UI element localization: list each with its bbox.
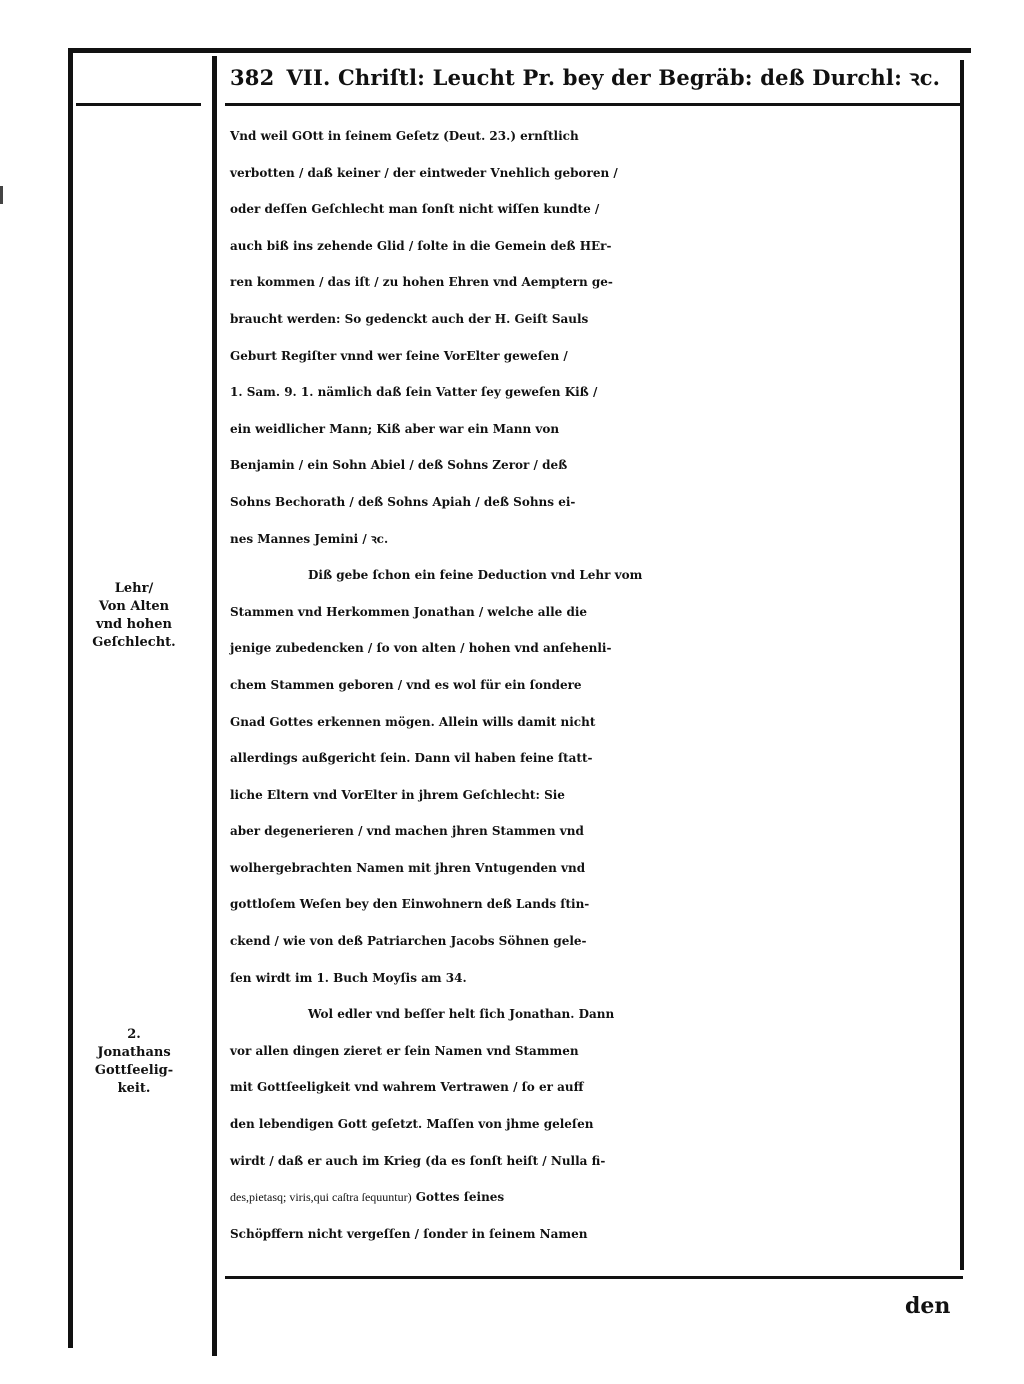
text-line: Sohns Bechorath / deß Sohns Apiah / deß Sohns ei- [230,494,576,509]
text-line: oder deſſen Geſchlecht man ſonſt nicht wiſſen kundte / [230,202,600,217]
text-fragment: Gottes ſeines [411,1190,505,1205]
text-line: Gnad Gottes erkennen mögen. Allein wills damit nicht [230,714,596,729]
text-line: wirdt / daß er auch im Krieg (da es ſonſt heiſt / Nulla fi- [230,1153,606,1168]
frame-top-rule [68,48,971,53]
marginal-note-line: vnd hohen [96,617,172,632]
margin-header-rule [76,103,201,106]
text-line: nes Mannes Jemini / ꝛc. [230,531,389,546]
text-line: auch biß ins zehende Glid / ſolte in die Gemein deß HEr- [230,238,612,253]
text-line: chem Stammen geboren / vnd es wol für ein ſondere [230,677,582,692]
text-line: Diß gebe ſchon ein feine Deduction vnd Lehr vom [308,568,643,583]
text-line: Wol edler vnd beſſer helt ſich Jonathan. Dann [308,1007,615,1022]
latin-quote: des,pietasq; viris,qui caſtra ſequuntur) [230,1190,412,1205]
marginal-note-godliness [74,1026,194,1098]
text-line: ein weidlicher Mann; Kiß aber war ein Mann von [230,421,560,436]
marginal-note-line: Gottſeelig- [94,1063,174,1078]
text-line: Vnd weil GOtt in ſeinem Geſetz (Deut. 23.) ernſtlich [230,129,579,143]
text-line-mixed [230,1179,962,1216]
text-line: wolhergebrachten Namen mit jhren Vntugenden vnd [230,860,586,875]
text-line: ckend / wie von deß Patriarchen Jacobs Söhnen gele- [230,934,587,949]
text-line: ren kommen / das iſt / zu hohen Ehren vnd Aemptern ge- [230,275,613,290]
text-line: Stammen vnd Herkommen Jonathan / welche alle die [230,604,588,619]
main-text [230,118,962,1252]
marginal-note-line: 2. [127,1027,141,1042]
text-line: Geburt Regiſter vnnd wer ſeine VorElter geweſen / [230,348,568,363]
margin-divider-rule [212,56,217,1356]
text-line: gottloſem Weſen bey den Einwohnern deß Lands ſtin- [230,897,590,912]
marginal-note-line: Geſchlecht. [92,635,176,650]
marginal-note-lineage [74,580,194,652]
marginal-note-line: Lehr/ [114,581,154,596]
scan-edge-mark [0,186,3,204]
text-line: allerdings außgericht ſein. Dann vil haben feine ſtatt- [230,751,593,766]
text-line: aber degenerieren / vnd machen jhren Stammen vnd [230,824,584,839]
text-line: Schöpffern nicht vergeſſen / ſonder in ſeinem Namen [230,1226,588,1241]
frame-left-rule [68,48,73,1348]
marginal-note-line: keit. [117,1081,151,1096]
text-line: Benjamin / ein Sohn Abiel / deß Sohns Zeror / deß [230,458,568,473]
marginal-note-line: Von Alten [98,599,170,614]
text-line: 1. Sam. 9. 1. nämlich daß ſein Vatter ſey geweſen Kiß / [230,385,598,400]
text-line: verbotten / daß keiner / der eintweder Vnehlich geboren / [230,165,618,180]
text-bottom-rule [225,1276,963,1279]
text-line: liche Eltern vnd VorElter in jhrem Geſchlecht: Sie [230,787,565,802]
running-header [230,58,955,98]
text-line: braucht werden: So gedenckt auch der H. Geiſt Sauls [230,311,589,326]
header-underline-rule [225,103,963,106]
text-line: den lebendigen Gott geſetzt. Maſſen von jhme geleſen [230,1117,594,1132]
text-line: jenige zubedencken / ſo von alten / hohen vnd anſehenli- [230,641,612,656]
text-line: mit Gottſeeligkeit vnd wahrem Vertrawen / ſo er auff [230,1080,584,1095]
marginal-note-line: Jonathans [97,1045,171,1060]
text-line: vor allen dingen zieret er ſein Namen vnd Stammen [230,1043,579,1058]
text-line: ſen wirdt im 1. Buch Moyſis am 34. [230,970,467,985]
catchword: den [905,1293,951,1319]
page-number: 382 [230,65,275,90]
running-title: VII. Chriſtl: Leucht Pr. bey der Begräb: deß Durchl: ꝛc. [286,65,941,90]
